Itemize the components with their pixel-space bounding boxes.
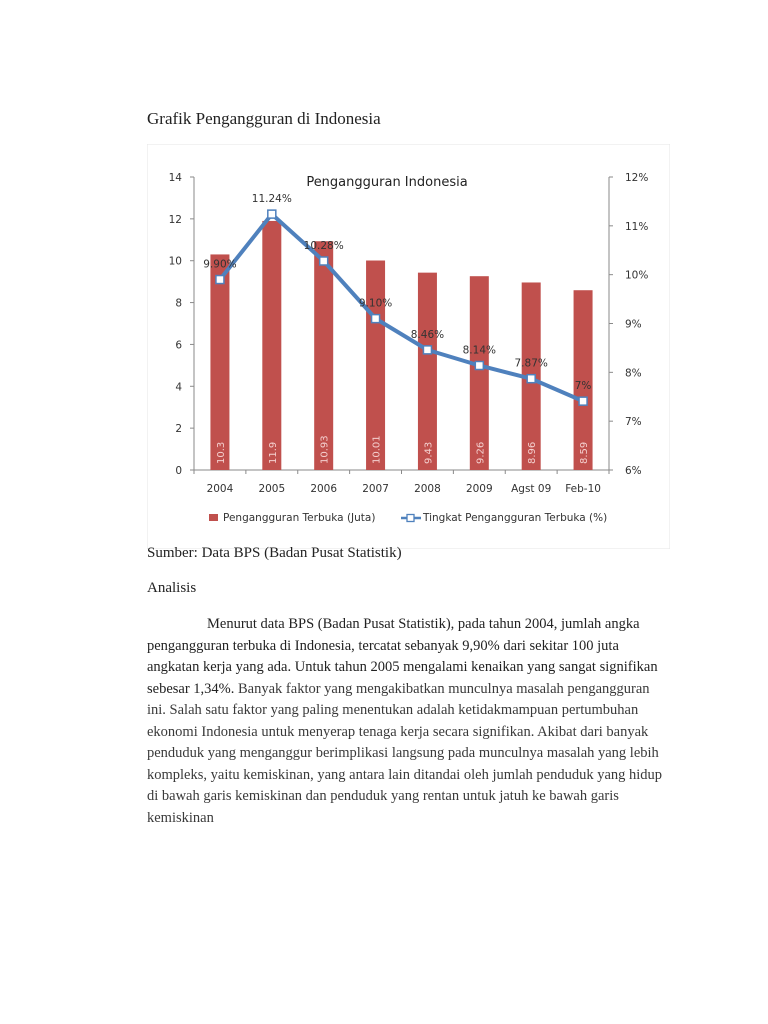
y-left-tick-label: 10: [168, 255, 182, 268]
legend-swatch-bars: [209, 514, 218, 521]
line-data-label: 7.87%: [514, 357, 548, 370]
bar-data-label: 11.9: [267, 441, 279, 464]
line-point: [579, 397, 587, 405]
line-point: [423, 346, 431, 354]
paragraph-part-2: Banyak faktor yang mengakibatkan munculnya masalah pengangguran ini. Salah satu faktor yang paling menentukan adalah ketidakmampuan pertumbuhan ekonomi Indonesia untuk menyerap tenaga kerja secara signifikan. Akibat dari banyak penduduk yang menganggur berimplikasi langsung pada munculnya masalah yang lebih kompleks, yaitu kemiskinan, yang antara lain ditandai oleh jumlah penduduk yang hidup di bawah garis kemiskinan dan penduduk yang rentan untuk jatuh ke bawah garis kemiskinan: [147, 680, 663, 826]
y-left-tick-label: 4: [175, 381, 182, 394]
bar: [470, 276, 489, 470]
line-data-label: 11.24%: [251, 193, 292, 206]
y-right-tick-label: 10%: [625, 269, 649, 282]
bar-data-label: 8.96: [527, 441, 539, 464]
bar: [210, 254, 229, 470]
line-data-label: 10.28%: [303, 239, 344, 252]
paragraph-part-1: Menurut data BPS (Badan Pusat Statistik), pada tahun 2004, jumlah angka pengangguran terbuka di Indonesia, tercatat sebanyak 9,90% dari sekitar 100 juta angkatan kerja yang ada. Untuk tahun 2005 mengalami kenaikan yang sangat signifikan sebesar 1,34%.: [147, 616, 658, 697]
document-title: Grafik Pengangguran di Indonesia: [147, 109, 381, 128]
chart-container: [147, 144, 670, 549]
bar-data-label: 8.59: [579, 441, 591, 464]
section-heading: Analisis: [147, 580, 197, 596]
bar-data-label: 10.3: [215, 441, 227, 464]
bar-data-label: 10.93: [319, 435, 331, 464]
y-right-tick-label: 11%: [625, 220, 649, 233]
line-point: [527, 375, 535, 383]
line-data-label: 9.10%: [358, 297, 393, 310]
line-data-label: 8.46%: [410, 328, 445, 341]
unemployment-chart: [147, 144, 670, 549]
y-right-tick-label: 12%: [625, 172, 649, 184]
x-tick-label: 2005: [258, 483, 286, 495]
y-left-tick-label: 12: [168, 213, 182, 226]
line-point: [216, 276, 224, 284]
x-tick-label: Agst 09: [511, 483, 552, 495]
line-data-label: 7%: [574, 380, 592, 393]
line-data-label: 9.90%: [203, 258, 237, 271]
line-point: [475, 361, 483, 369]
bar-data-label: 9.43: [423, 441, 435, 464]
y-right-tick-label: 8%: [625, 367, 642, 380]
line-data-label: 8.14%: [462, 344, 496, 357]
bar: [262, 221, 281, 470]
line-point: [372, 315, 380, 323]
y-left-tick-label: 6: [175, 339, 182, 352]
x-tick-label: 2007: [362, 483, 389, 495]
chart-title: Pengangguran Indonesia: [306, 175, 468, 190]
y-right-tick-label: 7%: [625, 416, 642, 429]
x-tick-label: 2009: [465, 483, 493, 495]
x-tick-label: Feb-10: [565, 483, 601, 495]
y-left-tick-label: 2: [175, 423, 182, 436]
analysis-paragraph: [147, 614, 667, 829]
y-left-tick-label: 14: [168, 172, 182, 184]
x-tick-label: 2004: [206, 483, 234, 495]
y-left-tick-label: 8: [175, 297, 182, 310]
y-right-tick-label: 6%: [625, 465, 642, 477]
bar: [418, 273, 437, 470]
bar-data-label: 10.01: [371, 435, 383, 464]
legend-label-bars: Pengangguran Terbuka (Juta): [223, 512, 376, 524]
y-left-tick-label: 0: [175, 465, 182, 477]
line-point: [320, 257, 328, 265]
legend-marker-line: [407, 515, 414, 522]
bar-data-label: 9.26: [475, 441, 487, 464]
x-tick-label: 2008: [414, 483, 441, 495]
x-tick-label: 2006: [310, 483, 338, 495]
y-right-tick-label: 9%: [625, 318, 642, 331]
line-point: [268, 210, 276, 218]
legend-label-line: Tingkat Pengangguran Terbuka (%): [423, 512, 608, 524]
source-caption: Sumber: Data BPS (Badan Pusat Statistik): [147, 545, 402, 561]
